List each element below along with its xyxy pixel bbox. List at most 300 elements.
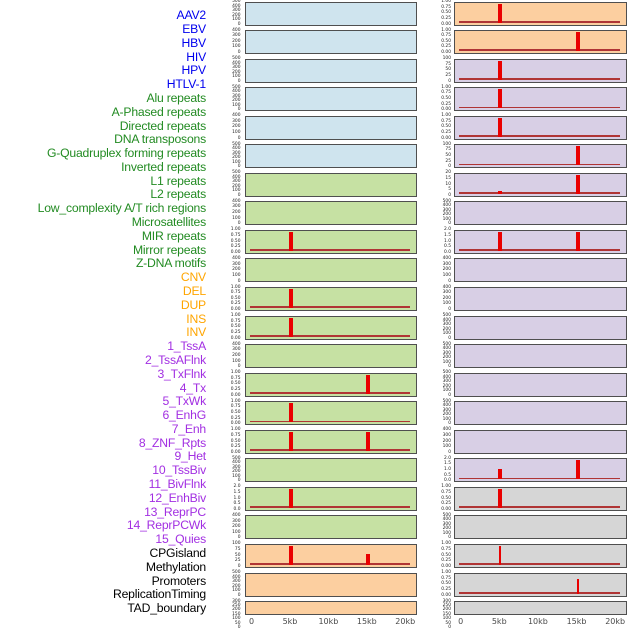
y-axis-ticks-13-reprpc xyxy=(414,400,451,427)
y-tick-label: 1.00 xyxy=(230,313,241,319)
y-tick-label: 0 xyxy=(448,307,451,313)
y-tick-label: 400 xyxy=(442,317,451,323)
y-tick-label: 50 xyxy=(234,620,241,626)
panel-15-quies xyxy=(454,458,627,482)
y-tick-label: 50 xyxy=(445,67,451,73)
y-tick-label: 150 xyxy=(232,611,241,617)
y-tick-label: 0.25 xyxy=(441,558,451,564)
x-axis-label-left-0: 0 xyxy=(249,617,255,626)
panel-z-dna-motifs xyxy=(245,515,417,539)
y-tick-label: 1.00 xyxy=(230,227,241,233)
x-axis-label-left-15kb: 15kb xyxy=(356,617,377,626)
density-baseline xyxy=(459,506,620,508)
y-tick-label: 0.00 xyxy=(230,249,241,255)
y-tick-label: 0 xyxy=(237,535,241,541)
y-tick-label: 300 xyxy=(232,347,241,353)
row-label-6-enhg: 6_EnhG xyxy=(162,408,206,423)
panel-promoters xyxy=(454,544,627,568)
y-tick-label: 100 xyxy=(442,530,451,536)
y-axis-ticks-aav2 xyxy=(204,0,241,27)
y-tick-label: 0.75 xyxy=(230,375,241,381)
row-label-7-enh: 7_Enh xyxy=(171,421,206,436)
y-tick-label: 1.5 xyxy=(444,461,451,467)
density-baseline xyxy=(459,192,620,194)
panel-ins xyxy=(454,2,627,26)
y-tick-label: 400 xyxy=(232,255,241,261)
y-tick-label: 0 xyxy=(237,221,241,227)
panel-5-txwk xyxy=(454,173,627,197)
y-tick-label: 0.00 xyxy=(441,506,451,512)
y-tick-label: 500 xyxy=(442,370,451,376)
y-tick-label: 0.50 xyxy=(441,10,451,16)
y-tick-label: 250 xyxy=(232,602,241,608)
y-tick-label: 0.75 xyxy=(441,547,451,553)
y-axis-ticks-mirror-repeats xyxy=(204,485,241,512)
panel-hiv xyxy=(245,87,417,111)
y-tick-label: 0.75 xyxy=(230,432,241,438)
y-axis-ticks-12-enhbiv xyxy=(414,371,451,398)
row-label-mirror-repeats: Mirror repeats xyxy=(132,242,206,257)
y-tick-label: 0 xyxy=(448,192,451,198)
row-label-13-reprpc: 13_ReprPC xyxy=(144,504,206,519)
y-tick-label: 100 xyxy=(232,541,241,547)
y-tick-label: 0 xyxy=(237,135,241,141)
y-tick-label: 100 xyxy=(442,301,451,307)
panel-cpgisland xyxy=(454,487,627,511)
density-baseline xyxy=(459,49,620,51)
row-label-del: DEL xyxy=(182,284,206,298)
row-label-cnv: CNV xyxy=(180,270,206,285)
row-label-l2-repeats: L2 repeats xyxy=(150,187,206,202)
y-tick-label: 400 xyxy=(442,403,451,409)
y-tick-label: 100 xyxy=(442,416,451,422)
y-tick-label: 200 xyxy=(232,12,241,18)
y-tick-label: 100 xyxy=(442,141,451,147)
y-tick-label: 100 xyxy=(232,74,241,80)
density-spike xyxy=(498,4,502,23)
y-tick-label: 300 xyxy=(232,179,241,185)
y-axis-ticks-hbv xyxy=(204,57,241,84)
y-tick-label: 0.50 xyxy=(441,581,451,587)
y-tick-label: 0.50 xyxy=(230,438,241,444)
panel-4-tx xyxy=(454,144,627,168)
y-tick-label: 100 xyxy=(232,358,241,364)
y-axis-ticks-inverted-repeats xyxy=(204,314,241,341)
density-baseline xyxy=(250,421,410,423)
panel-inv xyxy=(454,30,627,54)
x-axis-label-right-0: 0 xyxy=(458,617,464,626)
y-tick-label: 500 xyxy=(232,0,241,4)
y-tick-label: 300 xyxy=(232,33,241,39)
y-tick-label: 0.75 xyxy=(441,4,451,10)
y-axis-ticks-14-reprpcwk xyxy=(414,428,451,455)
y-tick-label: 5 xyxy=(448,187,451,193)
x-axis-label-right-10kb: 10kb xyxy=(527,617,548,626)
y-tick-label: 0.25 xyxy=(230,329,241,335)
y-tick-label: 300 xyxy=(232,65,241,71)
y-tick-label: 25 xyxy=(445,158,451,164)
y-tick-label: 0 xyxy=(237,50,241,56)
density-baseline xyxy=(459,249,620,251)
y-tick-label: 200 xyxy=(442,607,451,613)
x-axis-label-left-5kb: 5kb xyxy=(282,617,298,626)
y-tick-label: 0 xyxy=(237,564,241,569)
y-tick-label: 300 xyxy=(442,322,451,328)
y-tick-label: 200 xyxy=(442,412,451,418)
y-tick-label: 400 xyxy=(232,113,241,119)
panel-methylation xyxy=(454,515,627,539)
y-tick-label: 300 xyxy=(442,432,451,438)
y-tick-label: 0 xyxy=(237,478,241,484)
y-tick-label: 200 xyxy=(442,355,451,361)
y-tick-label: 0 xyxy=(237,592,241,598)
y-tick-label: 0 xyxy=(448,164,451,170)
y-tick-label: 0.0 xyxy=(233,506,241,512)
y-tick-label: 0 xyxy=(237,278,241,284)
y-tick-label: 0 xyxy=(448,449,451,455)
y-tick-label: 400 xyxy=(232,341,241,347)
y-tick-label: 250 xyxy=(442,602,451,608)
density-spike xyxy=(576,146,580,165)
y-tick-label: 0.75 xyxy=(441,90,451,96)
y-tick-label: 300 xyxy=(232,8,241,14)
y-axis-ticks-methylation xyxy=(414,514,451,541)
y-tick-label: 200 xyxy=(442,212,451,218)
panel-tad-boundary xyxy=(454,601,627,615)
row-label-4-tx: 4_Tx xyxy=(179,380,206,395)
row-label-ins: INS xyxy=(186,311,206,326)
y-tick-label: 0.50 xyxy=(441,495,451,501)
y-tick-label: 200 xyxy=(232,352,241,358)
density-spike xyxy=(366,375,370,394)
y-tick-label: 300 xyxy=(232,150,241,156)
y-tick-label: 200 xyxy=(442,383,451,389)
row-label-15-quies: 15_Quies xyxy=(155,532,206,547)
y-tick-label: 200 xyxy=(232,124,241,130)
y-axis-ticks-10-tssbiv xyxy=(414,314,451,341)
row-label-promoters: Promoters xyxy=(151,573,206,588)
y-axis-ticks-ebv xyxy=(204,29,241,56)
y-tick-label: 500 xyxy=(232,84,241,90)
y-tick-label: 100 xyxy=(442,272,451,278)
y-tick-label: 0 xyxy=(237,624,241,630)
y-tick-label: 400 xyxy=(232,512,241,518)
y-axis-ticks-9-het xyxy=(414,286,451,313)
y-tick-label: 0.25 xyxy=(441,501,451,507)
y-tick-label: 2.0 xyxy=(444,227,451,233)
panel-replicationtiming xyxy=(454,573,627,597)
density-baseline xyxy=(250,563,410,565)
y-tick-label: 500 xyxy=(232,455,241,461)
panel-mir-repeats xyxy=(245,458,417,482)
y-axis-ticks-mir-repeats xyxy=(204,457,241,484)
y-tick-label: 100 xyxy=(232,17,241,23)
row-label-methylation: Methylation xyxy=(145,559,206,574)
panel-dup xyxy=(245,601,417,615)
y-tick-label: 0.50 xyxy=(441,124,451,130)
y-tick-label: 1.0 xyxy=(233,495,241,501)
y-tick-label: 15 xyxy=(445,175,451,181)
density-spike xyxy=(576,32,580,51)
y-tick-label: 200 xyxy=(232,155,241,161)
y-tick-label: 0.00 xyxy=(230,421,241,427)
density-baseline xyxy=(250,249,410,251)
density-spike xyxy=(498,61,502,80)
y-tick-label: 0.00 xyxy=(230,449,241,455)
y-tick-label: 100 xyxy=(232,215,241,221)
y-tick-label: 100 xyxy=(232,529,241,535)
y-tick-label: 300 xyxy=(442,290,451,296)
y-tick-label: 1.00 xyxy=(441,113,451,119)
panel-hbv xyxy=(245,59,417,83)
y-axis-ticks-6-enhg xyxy=(414,200,451,227)
row-label-aav2: AAV2 xyxy=(176,8,206,23)
y-tick-label: 0.50 xyxy=(230,324,241,330)
y-tick-label: 0 xyxy=(448,624,451,630)
y-axis-ticks-15-quies xyxy=(414,457,451,484)
y-tick-label: 1.00 xyxy=(441,0,451,4)
y-tick-label: 1.0 xyxy=(444,238,451,244)
panel-htlv-1 xyxy=(245,144,417,168)
y-tick-label: 400 xyxy=(232,174,241,180)
y-tick-label: 0.25 xyxy=(441,15,451,21)
y-tick-label: 0 xyxy=(448,392,451,398)
y-tick-label: 100 xyxy=(442,359,451,365)
density-spike xyxy=(498,191,502,194)
density-spike xyxy=(498,89,502,108)
density-spike xyxy=(498,118,502,137)
panel-inverted-repeats xyxy=(245,316,417,340)
y-axis-ticks-del xyxy=(204,571,241,598)
row-label-2-tssaflnk: 2_TssAFlnk xyxy=(145,352,206,367)
y-tick-label: 100 xyxy=(442,444,451,450)
row-label-12-enhbiv: 12_EnhBiv xyxy=(148,490,206,505)
y-tick-label: 20 xyxy=(445,170,451,176)
density-spike xyxy=(289,403,293,422)
row-label-hiv: HIV xyxy=(186,49,206,64)
y-tick-label: 200 xyxy=(232,210,241,216)
y-tick-label: 100 xyxy=(232,272,241,278)
y-tick-label: 0.25 xyxy=(230,244,241,250)
y-tick-label: 300 xyxy=(232,93,241,99)
row-label-mir-repeats: MIR repeats xyxy=(141,228,206,243)
y-tick-label: 300 xyxy=(232,118,241,124)
panel-low-complexity-a-t-rich-regions xyxy=(245,401,417,425)
y-tick-label: 0.25 xyxy=(441,130,451,136)
y-axis-ticks-cnv xyxy=(204,542,241,569)
y-tick-label: 400 xyxy=(232,146,241,152)
y-tick-label: 1.00 xyxy=(230,398,241,404)
y-tick-label: 100 xyxy=(442,56,451,62)
y-tick-label: 400 xyxy=(232,460,241,466)
y-axis-ticks-g-quadruplex-forming-repeats xyxy=(204,286,241,313)
y-tick-label: 100 xyxy=(232,616,241,622)
density-spike xyxy=(289,289,293,308)
y-tick-label: 400 xyxy=(442,203,451,209)
panel-alu-repeats xyxy=(245,173,417,197)
y-tick-label: 0 xyxy=(448,221,451,227)
density-spike xyxy=(576,175,580,194)
y-tick-label: 400 xyxy=(232,574,241,580)
row-label-directed-repeats: Directed repeats xyxy=(119,118,206,133)
y-tick-label: 300 xyxy=(232,518,241,524)
y-tick-label: 50 xyxy=(445,153,451,159)
density-spike xyxy=(289,232,293,251)
y-tick-label: 500 xyxy=(232,570,241,575)
y-tick-label: 0.50 xyxy=(230,295,241,301)
y-tick-label: 0.25 xyxy=(441,101,451,107)
row-label-l1-repeats: L1 repeats xyxy=(150,173,206,188)
y-tick-label: 300 xyxy=(442,521,451,527)
y-tick-label: 0.00 xyxy=(441,564,451,569)
row-label-htlv-1: HTLV-1 xyxy=(166,77,206,92)
y-tick-label: 100 xyxy=(442,616,451,622)
row-label-dup: DUP xyxy=(180,297,206,312)
density-spike xyxy=(498,469,502,479)
y-tick-label: 0.25 xyxy=(230,415,241,421)
row-label-inverted-repeats: Inverted repeats xyxy=(121,159,206,174)
row-label-9-het: 9_Het xyxy=(174,449,206,464)
y-tick-label: 0.50 xyxy=(230,381,241,387)
y-tick-label: 0 xyxy=(237,107,241,113)
y-tick-label: 0 xyxy=(237,21,241,27)
y-tick-label: 0 xyxy=(448,278,451,284)
density-baseline xyxy=(250,306,410,308)
y-tick-label: 0.50 xyxy=(441,552,451,558)
y-axis-ticks-alu-repeats xyxy=(204,171,241,198)
row-label-11-bivflnk: 11_BivFlnk xyxy=(148,477,206,492)
y-tick-label: 0 xyxy=(237,364,241,370)
y-tick-label: 25 xyxy=(445,73,451,79)
y-tick-label: 0.00 xyxy=(441,107,451,113)
y-tick-label: 0 xyxy=(237,192,241,198)
row-label-inv: INV xyxy=(186,325,206,340)
panel-6-enhg xyxy=(454,201,627,225)
y-tick-label: 200 xyxy=(232,524,241,530)
row-label-low-complexity-a-t-rich-regions: Low_complexity A/T rich regions xyxy=(37,201,206,216)
y-tick-label: 0 xyxy=(448,535,451,541)
row-label-ebv: EBV xyxy=(182,21,206,36)
y-tick-label: 0.0 xyxy=(444,478,451,484)
y-axis-ticks-replicationtiming xyxy=(414,571,451,598)
row-label-a-phased-repeats: A-Phased repeats xyxy=(111,104,206,119)
y-tick-label: 200 xyxy=(232,267,241,273)
panel-3-txflnk xyxy=(454,116,627,140)
y-tick-label: 0.5 xyxy=(444,472,451,478)
y-tick-label: 0.75 xyxy=(441,489,451,495)
y-tick-label: 1.5 xyxy=(444,233,451,239)
panel-cnv xyxy=(245,544,417,568)
row-label-dna-transposons: DNA transposons xyxy=(114,132,206,147)
row-label-1-tssa: 1_TssA xyxy=(167,339,206,354)
row-label-8-znf-rpts: 8_ZNF_Rpts xyxy=(138,435,206,450)
y-tick-label: 200 xyxy=(232,69,241,75)
density-baseline xyxy=(459,78,620,80)
y-tick-label: 10 xyxy=(445,181,451,187)
panel-2-tssaflnk xyxy=(454,87,627,111)
row-label-10-tssbiv: 10_TssBiv xyxy=(152,463,206,478)
y-tick-label: 2.0 xyxy=(233,484,241,490)
y-tick-label: 0.25 xyxy=(230,301,241,307)
panel-hpv xyxy=(245,116,417,140)
density-baseline xyxy=(459,164,620,166)
density-spike xyxy=(289,546,293,565)
density-baseline xyxy=(250,506,410,508)
panel-13-reprpc xyxy=(454,401,627,425)
y-tick-label: 100 xyxy=(442,216,451,222)
panel-aav2 xyxy=(245,2,417,26)
y-axis-ticks-hiv xyxy=(204,86,241,113)
panel-ebv xyxy=(245,30,417,54)
y-tick-label: 75 xyxy=(234,547,241,553)
y-tick-label: 400 xyxy=(442,517,451,523)
y-axis-ticks-l1-repeats xyxy=(204,343,241,370)
y-tick-label: 500 xyxy=(232,170,241,176)
row-label-3-txflnk: 3_TxFlnk xyxy=(157,366,206,381)
row-label-z-dna-motifs: Z-DNA motifs xyxy=(135,256,206,271)
row-label-microsatellites: Microsatellites xyxy=(131,215,206,230)
y-axis-ticks-ins xyxy=(414,0,451,27)
y-tick-label: 200 xyxy=(442,526,451,532)
y-tick-label: 200 xyxy=(442,438,451,444)
y-tick-label: 200 xyxy=(442,295,451,301)
y-tick-label: 300 xyxy=(232,464,241,470)
y-tick-label: 400 xyxy=(232,89,241,95)
y-tick-label: 0.5 xyxy=(233,501,241,507)
density-baseline xyxy=(459,107,620,109)
panel-a-phased-repeats xyxy=(245,201,417,225)
y-axis-ticks-8-znf-rpts xyxy=(414,257,451,284)
y-axis-ticks-dna-transposons xyxy=(204,257,241,284)
y-tick-label: 400 xyxy=(442,374,451,380)
y-tick-label: 300 xyxy=(442,598,451,604)
y-tick-label: 200 xyxy=(232,583,241,589)
y-tick-label: 100 xyxy=(442,331,451,337)
y-tick-label: 0.75 xyxy=(230,404,241,410)
density-baseline xyxy=(459,592,620,594)
y-tick-label: 100 xyxy=(232,102,241,108)
y-axis-ticks-low-complexity-a-t-rich-regions xyxy=(204,400,241,427)
density-spike xyxy=(576,232,580,251)
y-tick-label: 0.00 xyxy=(230,335,241,341)
y-tick-label: 50 xyxy=(234,552,241,558)
y-tick-label: 500 xyxy=(442,341,451,347)
y-tick-label: 500 xyxy=(232,56,241,62)
panel-g-quadruplex-forming-repeats xyxy=(245,287,417,311)
y-tick-label: 200 xyxy=(232,98,241,104)
y-tick-label: 100 xyxy=(232,130,241,136)
panel-7-enh xyxy=(454,230,627,254)
y-tick-label: 0.75 xyxy=(230,318,241,324)
y-tick-label: 0.75 xyxy=(441,575,451,581)
panel-l2-repeats xyxy=(245,373,417,397)
y-tick-label: 300 xyxy=(442,350,451,356)
y-tick-label: 0.00 xyxy=(230,307,241,313)
y-axis-ticks-tad-boundary xyxy=(414,598,451,630)
y-tick-label: 400 xyxy=(232,3,241,9)
y-axis-ticks-11-bivflnk xyxy=(414,343,451,370)
y-axis-ticks-directed-repeats xyxy=(204,228,241,255)
y-tick-label: 1.00 xyxy=(441,570,451,575)
y-axis-ticks-l2-repeats xyxy=(204,371,241,398)
y-tick-label: 0.50 xyxy=(441,38,451,44)
x-axis-label-right-5kb: 5kb xyxy=(491,617,507,626)
y-axis-ticks-3-txflnk xyxy=(414,114,451,141)
y-tick-label: 400 xyxy=(232,198,241,204)
y-tick-label: 0.00 xyxy=(441,21,451,27)
row-label-hpv: HPV xyxy=(181,63,206,78)
y-tick-label: 100 xyxy=(232,588,241,594)
